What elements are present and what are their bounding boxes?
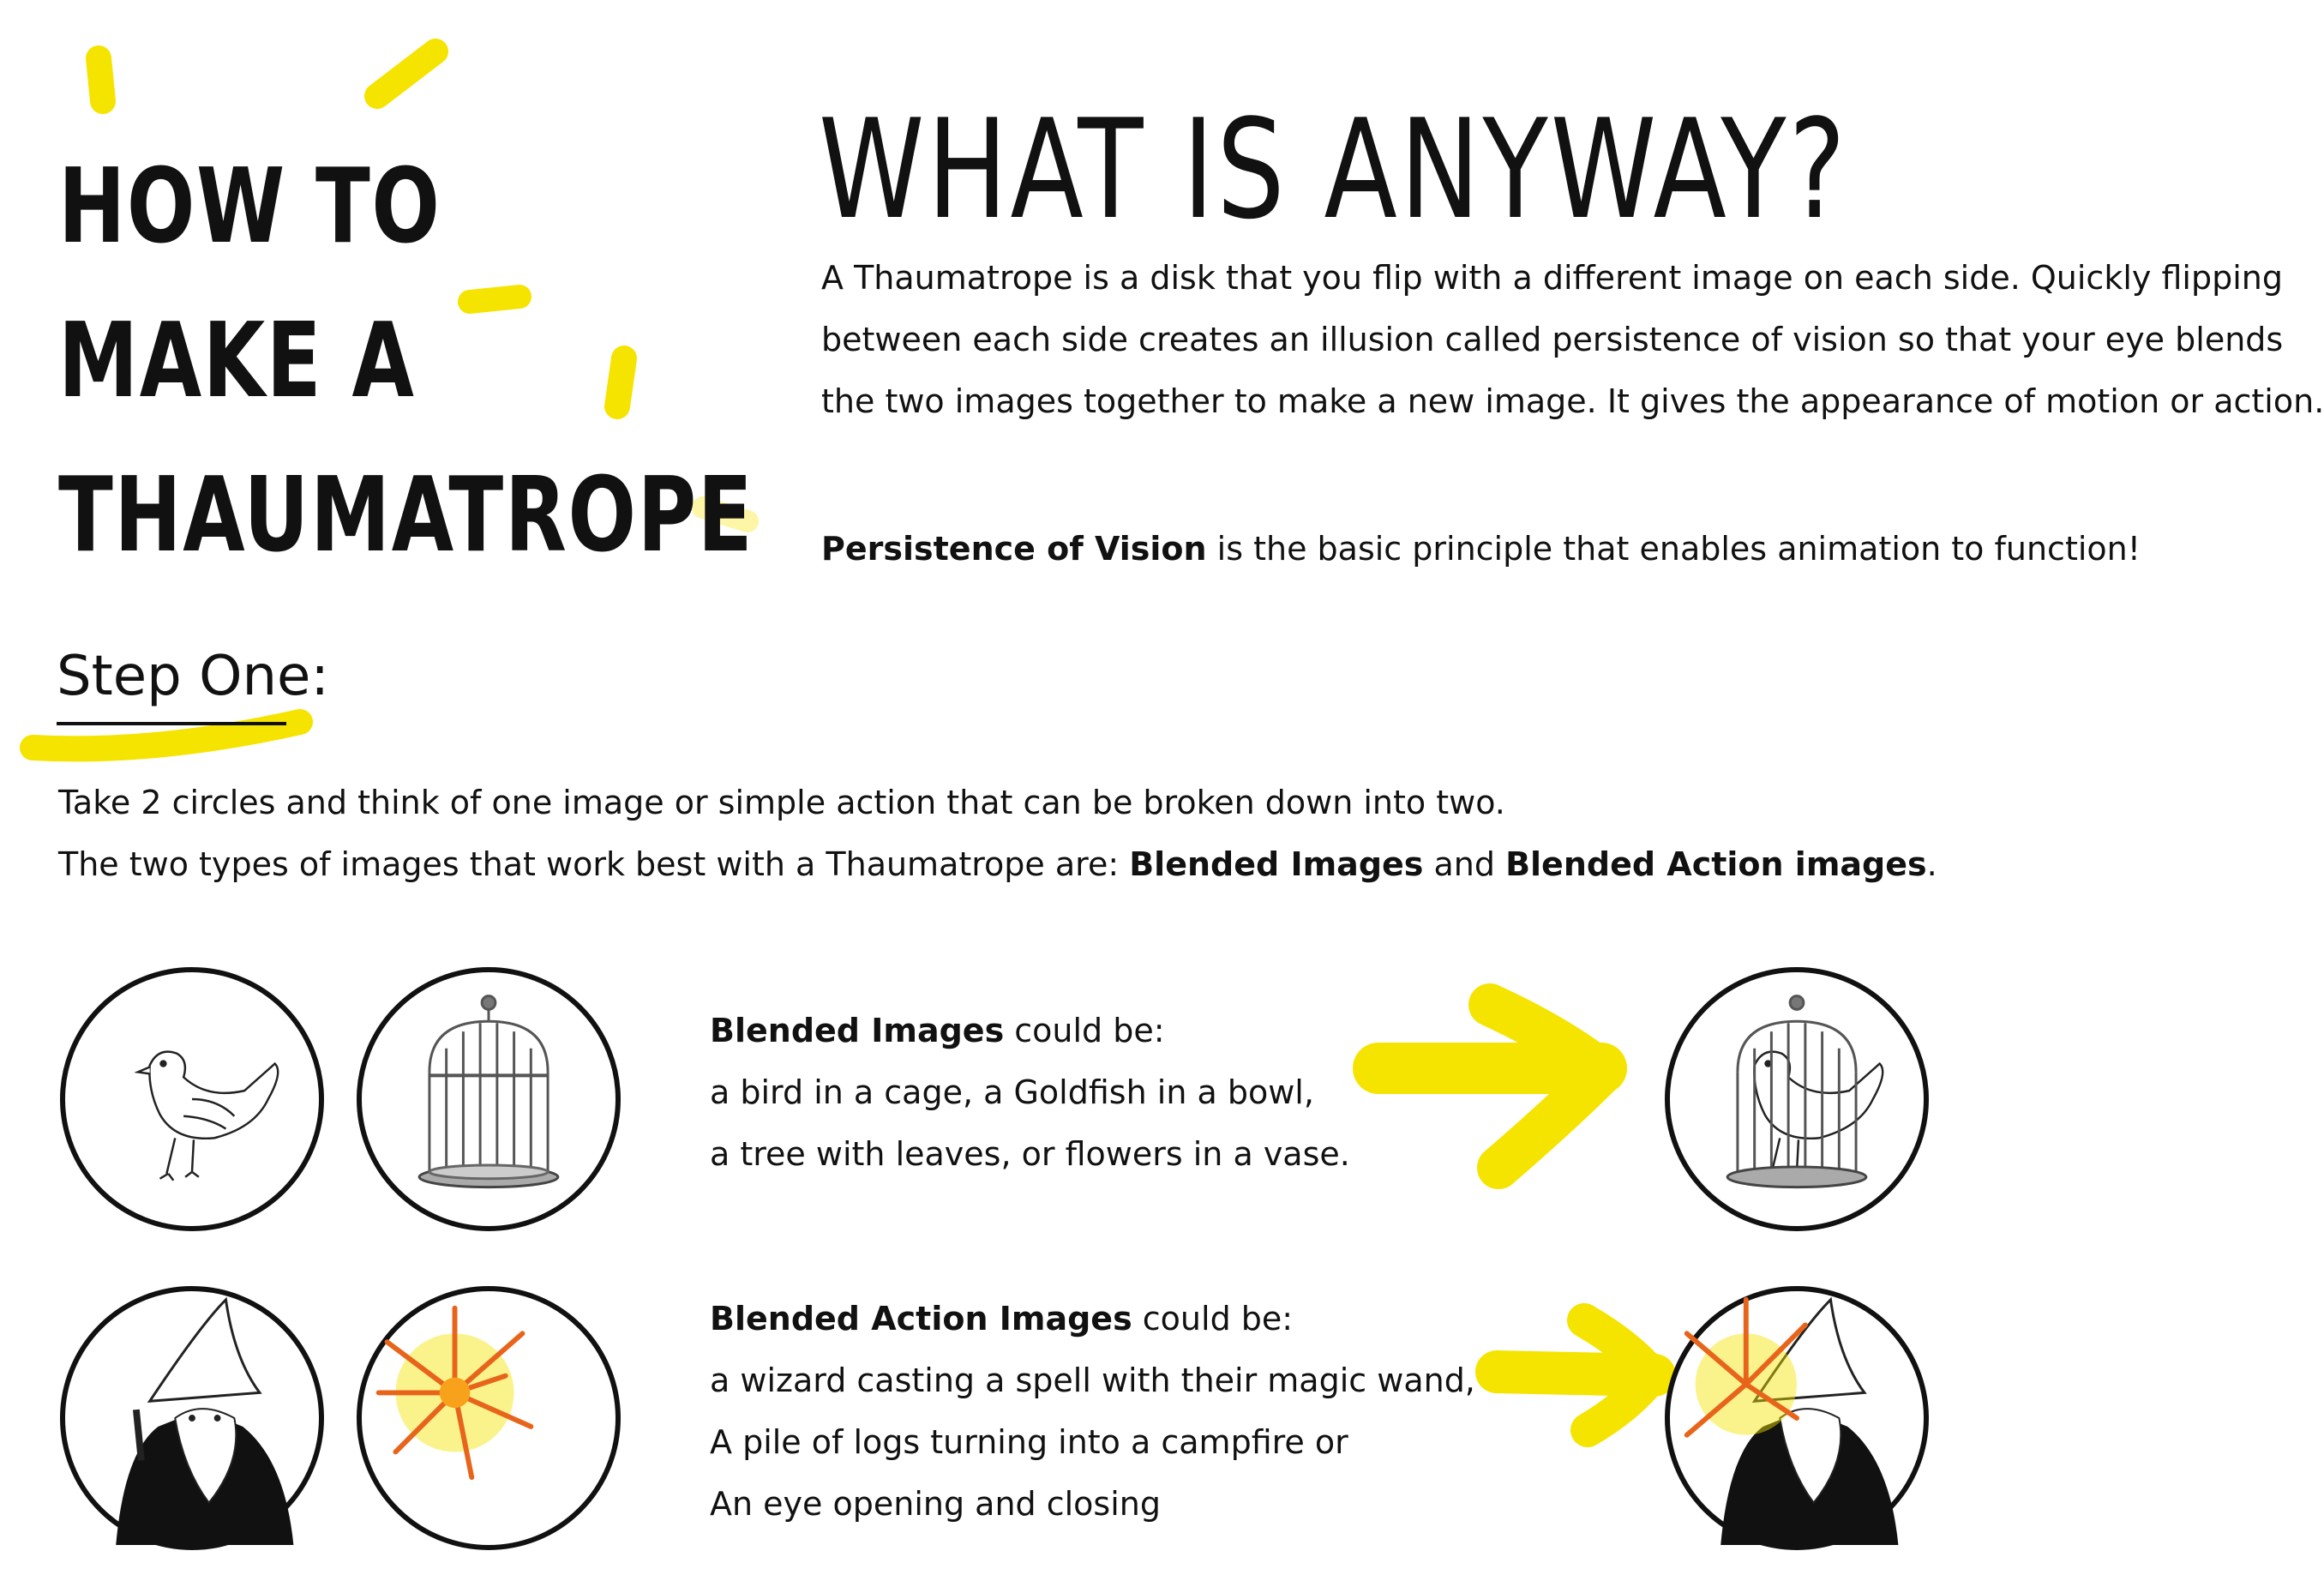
title-line: MAKE A bbox=[58, 302, 416, 421]
arrow-right-icon bbox=[1378, 1005, 1603, 1168]
blended-line: a bird in a cage, a Goldfish in a bowl, bbox=[710, 1073, 1314, 1111]
wizard-icon bbox=[65, 1291, 319, 1545]
wizard-circle bbox=[60, 1286, 324, 1550]
bird-in-cage-icon bbox=[1670, 972, 1924, 1226]
step-line: The two types of images that work best with a Thaumatrope are: Blended Images and Blended Action images. bbox=[58, 845, 1937, 883]
intro-line: A Thaumatrope is a disk that you flip with a different image on each side. Quickly flipping bbox=[821, 259, 2283, 297]
action-heading: Blended Action Images could be: bbox=[710, 1300, 1294, 1338]
title-line: HOW TO bbox=[58, 147, 441, 267]
spell-burst-icon bbox=[362, 1291, 616, 1545]
action-term: Blended Action Images bbox=[710, 1300, 1132, 1338]
intro-line: between each side creates an illusion called persistence of vision so that your eye blends bbox=[821, 321, 2284, 358]
wizard-casting-circle bbox=[1665, 1286, 1929, 1550]
blended-heading: Blended Images could be: bbox=[710, 1012, 1165, 1049]
blended-line: a tree with leaves, or flowers in a vase. bbox=[710, 1135, 1350, 1173]
step-term: Blended Action images bbox=[1505, 845, 1927, 883]
action-line: A pile of logs turning into a campfire or bbox=[710, 1423, 1348, 1461]
birdcage-icon bbox=[362, 972, 616, 1226]
step-term: Blended Images bbox=[1129, 845, 1424, 883]
bird-circle bbox=[60, 967, 324, 1231]
intro-line: the two images together to make a new image. It gives the appearance of motion or action. bbox=[821, 382, 2324, 420]
action-line: An eye opening and closing bbox=[710, 1485, 1161, 1523]
arrow-right-icon bbox=[1497, 1320, 1654, 1430]
step-line: Take 2 circles and think of one image or simple action that can be broken down into two. bbox=[58, 784, 1505, 821]
cage-circle bbox=[357, 967, 621, 1231]
action-line: a wizard casting a spell with their magic wand, bbox=[710, 1362, 1475, 1399]
step-title: Step One: bbox=[57, 645, 329, 708]
pov-rest: is the basic principle that enables animation to function! bbox=[1206, 530, 2141, 568]
bird-in-cage-circle bbox=[1665, 967, 1929, 1231]
title-line: THAUMATROPE bbox=[58, 456, 754, 575]
intro-heading: WHAT IS ANYWAY? bbox=[819, 89, 1849, 249]
wizard-casting-icon bbox=[1670, 1291, 1924, 1545]
bird-icon bbox=[65, 972, 319, 1226]
burst-circle bbox=[357, 1286, 621, 1550]
pov-term: Persistence of Vision bbox=[821, 530, 1207, 568]
blended-term: Blended Images bbox=[710, 1012, 1005, 1049]
